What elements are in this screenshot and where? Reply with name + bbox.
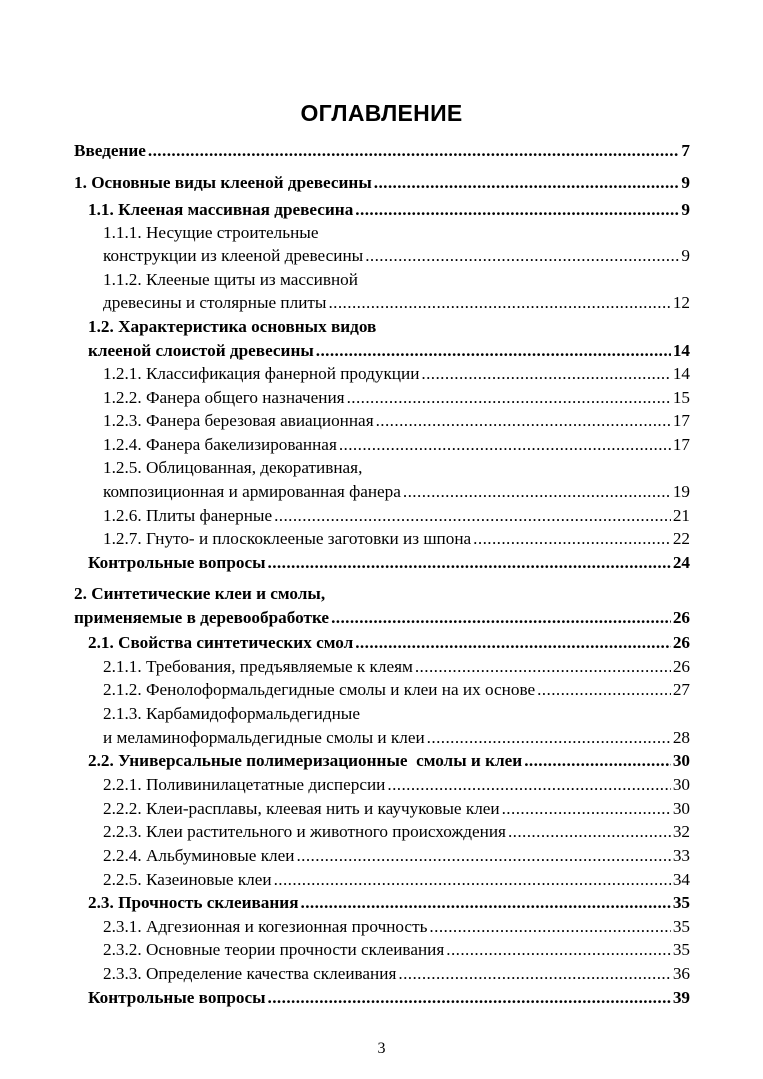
toc-entry-text: 1.2.6. Плиты фанерные bbox=[103, 506, 273, 525]
dot-leader bbox=[331, 607, 671, 629]
toc-entry-text: 2.2.2. Клеи-расплавы, клеевая нить и каучуковые клеи bbox=[103, 799, 500, 818]
toc-entry-page: 26 bbox=[672, 633, 690, 652]
toc-entry-page: 26 bbox=[672, 608, 690, 627]
toc-entry bbox=[103, 505, 690, 527]
toc-entry-page: 22 bbox=[672, 529, 690, 548]
dot-leader bbox=[355, 632, 671, 654]
toc-entry bbox=[103, 916, 690, 938]
toc-entry bbox=[103, 679, 690, 701]
toc-entry bbox=[103, 387, 690, 409]
dot-leader bbox=[347, 387, 671, 409]
toc-entry bbox=[103, 774, 690, 796]
toc-entry-text: 1. Основные виды клееной древесины bbox=[74, 173, 372, 192]
dot-leader bbox=[502, 798, 671, 820]
dot-leader bbox=[421, 363, 670, 385]
toc-entry-text: 2.2.3. Клеи растительного и животного происхождения bbox=[103, 822, 506, 841]
toc-entry-text: 2.3. Прочность склеивания bbox=[88, 893, 299, 912]
toc-entry-page: 9 bbox=[681, 246, 690, 265]
dot-leader bbox=[376, 410, 671, 432]
toc-entry bbox=[103, 821, 690, 843]
toc-entry-page: 17 bbox=[672, 435, 690, 454]
dot-leader bbox=[429, 916, 670, 938]
dot-leader bbox=[427, 727, 671, 749]
toc-entry bbox=[103, 963, 690, 985]
toc-entry bbox=[103, 481, 690, 503]
dot-leader bbox=[508, 821, 671, 843]
toc-entry-text: Контрольные вопросы bbox=[88, 553, 266, 572]
toc-entry-text: 1.2.4. Фанера бакелизированная bbox=[103, 435, 337, 454]
toc-entry-text: 2.1. Свойства синтетических смол bbox=[88, 633, 354, 652]
toc-entry-page: 19 bbox=[672, 482, 690, 501]
toc-entry-page: 28 bbox=[672, 728, 690, 747]
dot-leader bbox=[268, 552, 671, 574]
toc-entry bbox=[103, 292, 690, 314]
dot-leader bbox=[398, 963, 670, 985]
page-number: 3 bbox=[377, 1040, 386, 1057]
toc-entry-page: 12 bbox=[672, 293, 690, 312]
toc-entry-page: 30 bbox=[672, 775, 690, 794]
toc-entry-page: 26 bbox=[672, 657, 690, 676]
toc-entry-page: 30 bbox=[672, 751, 690, 770]
toc-entry bbox=[88, 632, 690, 654]
toc-entry-text: и меламиноформальдегидные смолы и клеи bbox=[103, 728, 425, 747]
toc-entry-text: 2.1.1. Требования, предъявляемые к клеям bbox=[103, 657, 413, 676]
toc-entry-text: 1.2.5. Облицованная, декоративная, bbox=[103, 458, 363, 477]
toc-entry-text: 2.3.3. Определение качества склеивания bbox=[103, 964, 397, 983]
toc-entry bbox=[88, 199, 690, 221]
toc-entry-text: древесины и столярные плиты bbox=[103, 293, 327, 312]
toc-entry bbox=[103, 434, 690, 456]
toc-entry-page: 24 bbox=[672, 553, 690, 572]
toc-entry-page: 35 bbox=[672, 893, 690, 912]
toc-entry-page: 39 bbox=[672, 988, 690, 1007]
dot-leader bbox=[339, 434, 671, 456]
toc-entry bbox=[103, 528, 690, 550]
toc-entry bbox=[103, 222, 690, 244]
toc-entry-text: 2. Синтетические клеи и смолы, bbox=[74, 584, 326, 603]
toc-entry-text: Контрольные вопросы bbox=[88, 988, 266, 1007]
toc-entry-page: 30 bbox=[672, 799, 690, 818]
toc-entry-text: 2.3.1. Адгезионная и когезионная прочность bbox=[103, 917, 428, 936]
toc-entry-text: 1.2.1. Классификация фанерной продукции bbox=[103, 364, 420, 383]
toc-entry-page: 35 bbox=[672, 917, 690, 936]
toc-entry bbox=[74, 607, 690, 629]
dot-leader bbox=[274, 505, 671, 527]
toc-entry-page: 36 bbox=[672, 964, 690, 983]
toc-entry-page: 35 bbox=[672, 940, 690, 959]
toc-entry-page: 34 bbox=[672, 870, 690, 889]
dot-leader bbox=[537, 679, 671, 701]
dot-leader bbox=[446, 939, 671, 961]
toc-entry bbox=[88, 552, 690, 574]
toc-entry-page: 14 bbox=[672, 364, 690, 383]
dot-leader bbox=[473, 528, 671, 550]
dot-leader bbox=[268, 987, 671, 1009]
dot-leader bbox=[328, 292, 670, 314]
dot-leader bbox=[316, 340, 671, 362]
toc-entry-page: 17 bbox=[672, 411, 690, 430]
toc-entry bbox=[103, 869, 690, 891]
toc-entry-text: Введение bbox=[74, 141, 146, 160]
toc-entry bbox=[88, 987, 690, 1009]
toc-entry-text: 2.3.2. Основные теории прочности склеивания bbox=[103, 940, 445, 959]
dot-leader bbox=[365, 245, 679, 267]
toc-entry-text: клееной слоистой древесины bbox=[88, 341, 314, 360]
toc-entry-text: 2.1.2. Фенолоформальдегидные смолы и клеи на их основе bbox=[103, 680, 536, 699]
toc-entry bbox=[103, 457, 690, 479]
toc-entry-page: 32 bbox=[672, 822, 690, 841]
toc-entry-text: 1.2.7. Гнуто- и плоскоклееные заготовки из шпона bbox=[103, 529, 472, 548]
toc-entry-text: 1.2. Характеристика основных видов bbox=[88, 317, 377, 336]
toc-entry-text: 1.2.2. Фанера общего назначения bbox=[103, 388, 345, 407]
toc-entry bbox=[74, 140, 690, 162]
toc-entry-page: 15 bbox=[672, 388, 690, 407]
toc-entry bbox=[103, 410, 690, 432]
toc-entry bbox=[103, 798, 690, 820]
toc-entry-text: 1.1. Клееная массивная древесина bbox=[88, 200, 354, 219]
toc-entry-page: 27 bbox=[672, 680, 690, 699]
toc-entry bbox=[103, 245, 690, 267]
toc-entry-text: 2.1.3. Карбамидоформальдегидные bbox=[103, 704, 360, 723]
toc-entry bbox=[88, 340, 690, 362]
dot-leader bbox=[274, 869, 671, 891]
page-title: ОГЛАВЛЕНИЕ bbox=[300, 100, 463, 126]
dot-leader bbox=[301, 892, 671, 914]
toc-entry bbox=[103, 845, 690, 867]
toc-entry-page: 9 bbox=[681, 200, 690, 219]
toc-entry-text: 1.2.3. Фанера березовая авиационная bbox=[103, 411, 374, 430]
toc-entry bbox=[103, 727, 690, 749]
toc-entry-text: конструкции из клееной древесины bbox=[103, 246, 364, 265]
toc-entry-page: 33 bbox=[672, 846, 690, 865]
toc-entry-text: 1.1.1. Несущие строительные bbox=[103, 223, 319, 242]
toc-entry-text: 2.2.5. Казеиновые клеи bbox=[103, 870, 272, 889]
toc-entry-page: 14 bbox=[672, 341, 690, 360]
toc-entry bbox=[103, 656, 690, 678]
dot-leader bbox=[403, 481, 671, 503]
toc-entry-text: 1.1.2. Клееные щиты из массивной bbox=[103, 270, 358, 289]
dot-leader bbox=[355, 199, 679, 221]
dot-leader bbox=[524, 750, 671, 772]
toc-entry-text: 2.2. Универсальные полимеризационные смолы и клеи bbox=[88, 751, 523, 770]
toc-entry-text: применяемые в деревообработке bbox=[74, 608, 330, 627]
dot-leader bbox=[296, 845, 670, 867]
dot-leader bbox=[387, 774, 670, 796]
toc-entry bbox=[103, 703, 690, 725]
toc-entry-page: 21 bbox=[672, 506, 690, 525]
toc-entry bbox=[88, 316, 690, 338]
toc-entry bbox=[103, 269, 690, 291]
toc-entry bbox=[103, 939, 690, 961]
toc-entry-page: 7 bbox=[681, 141, 690, 160]
toc-entry bbox=[74, 172, 690, 194]
toc-entry bbox=[74, 583, 690, 605]
toc-entry-text: 2.2.1. Поливинилацетатные дисперсии bbox=[103, 775, 386, 794]
toc-entry bbox=[103, 363, 690, 385]
toc-entry bbox=[88, 892, 690, 914]
toc-entry-page: 9 bbox=[681, 173, 690, 192]
toc-entry bbox=[88, 750, 690, 772]
toc-entry-text: 2.2.4. Альбуминовые клеи bbox=[103, 846, 295, 865]
dot-leader bbox=[415, 656, 671, 678]
dot-leader bbox=[148, 140, 680, 162]
toc-entry-text: композиционная и армированная фанера bbox=[103, 482, 401, 501]
dot-leader bbox=[374, 172, 680, 194]
